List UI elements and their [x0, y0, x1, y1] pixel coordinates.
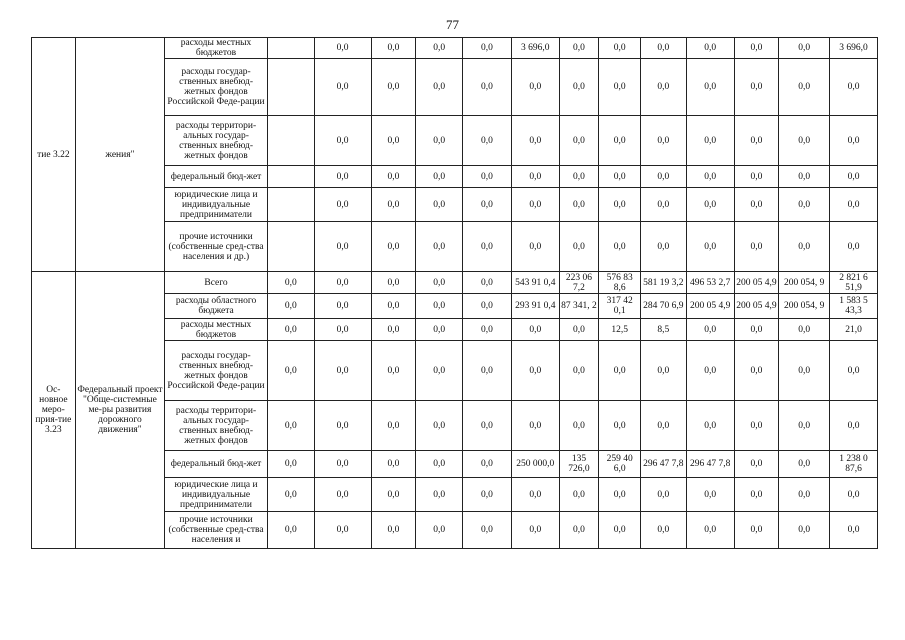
- value-cell: 296 47 7,8: [686, 451, 734, 478]
- table-row: [32, 38, 878, 59]
- value-cell: 1 238 0 87,6: [830, 451, 878, 478]
- empty-cell: [267, 188, 314, 222]
- value-cell: 0,0: [416, 188, 463, 222]
- value-cell: 223 06 7,2: [559, 272, 599, 294]
- value-cell: 0,0: [779, 478, 830, 512]
- value-cell: 296 47 7,8: [640, 451, 686, 478]
- value-cell: 0,0: [371, 512, 416, 549]
- value-cell: 0,0: [314, 116, 371, 166]
- value-cell: 284 70 6,9: [640, 294, 686, 319]
- value-cell: 0,0: [599, 341, 641, 401]
- value-cell: 317 42 0,1: [599, 294, 641, 319]
- value-cell: 250 000,0: [511, 451, 559, 478]
- value-cell: 0,0: [371, 341, 416, 401]
- empty-cell: [267, 222, 314, 272]
- value-cell: 0,0: [314, 188, 371, 222]
- value-cell: 0,0: [559, 188, 599, 222]
- value-cell: 0,0: [640, 188, 686, 222]
- value-cell: 0,0: [830, 188, 878, 222]
- value-cell: 0,0: [830, 478, 878, 512]
- value-cell: 0,0: [416, 319, 463, 341]
- value-cell: 1 583 5 43,3: [830, 294, 878, 319]
- value-cell: 0,0: [511, 319, 559, 341]
- funding-source-cell: Всего: [165, 272, 268, 294]
- value-cell: 0,0: [371, 294, 416, 319]
- value-cell: 0,0: [267, 401, 314, 451]
- value-cell: 0,0: [599, 401, 641, 451]
- value-cell: 0,0: [314, 38, 371, 59]
- value-cell: 0,0: [463, 222, 512, 272]
- funding-source-cell: расходы территори-альных государ-ственных внебюд-жетных фондов: [165, 401, 268, 451]
- value-cell: 0,0: [559, 59, 599, 116]
- funding-source-cell: юридические лица и индивидуальные предприниматели: [165, 188, 268, 222]
- value-cell: 0,0: [640, 222, 686, 272]
- value-cell: 0,0: [267, 341, 314, 401]
- empty-cell: [267, 38, 314, 59]
- value-cell: 200 05 4,9: [734, 272, 779, 294]
- value-cell: 0,0: [463, 166, 512, 188]
- value-cell: 0,0: [559, 116, 599, 166]
- value-cell: 0,0: [734, 59, 779, 116]
- funding-source-cell: расходы областного бюджета: [165, 294, 268, 319]
- value-cell: 0,0: [371, 222, 416, 272]
- value-cell: 0,0: [599, 59, 641, 116]
- value-cell: 0,0: [830, 166, 878, 188]
- value-cell: 3 696,0: [511, 38, 559, 59]
- value-cell: 0,0: [371, 451, 416, 478]
- value-cell: 0,0: [559, 38, 599, 59]
- value-cell: 0,0: [686, 222, 734, 272]
- value-cell: 0,0: [463, 116, 512, 166]
- value-cell: 0,0: [314, 478, 371, 512]
- value-cell: 0,0: [267, 512, 314, 549]
- value-cell: 0,0: [734, 166, 779, 188]
- value-cell: 0,0: [599, 38, 641, 59]
- value-cell: 200 054, 9: [779, 272, 830, 294]
- funding-source-cell: расходы местных бюджетов: [165, 38, 268, 59]
- value-cell: 0,0: [463, 512, 512, 549]
- value-cell: 0,0: [734, 341, 779, 401]
- value-cell: 0,0: [734, 188, 779, 222]
- value-cell: 2 821 6 51,9: [830, 272, 878, 294]
- value-cell: 0,0: [371, 319, 416, 341]
- value-cell: 0,0: [779, 59, 830, 116]
- value-cell: 0,0: [640, 116, 686, 166]
- value-cell: 0,0: [511, 478, 559, 512]
- value-cell: 581 19 3,2: [640, 272, 686, 294]
- value-cell: 0,0: [314, 222, 371, 272]
- value-cell: 0,0: [686, 59, 734, 116]
- value-cell: 0,0: [371, 188, 416, 222]
- value-cell: 0,0: [779, 319, 830, 341]
- value-cell: 0,0: [314, 166, 371, 188]
- value-cell: 0,0: [559, 222, 599, 272]
- value-cell: 0,0: [599, 222, 641, 272]
- value-cell: 0,0: [267, 319, 314, 341]
- funding-source-cell: федеральный бюд-жет: [165, 451, 268, 478]
- value-cell: 0,0: [779, 166, 830, 188]
- value-cell: 0,0: [511, 166, 559, 188]
- value-cell: 0,0: [416, 166, 463, 188]
- value-cell: 0,0: [559, 401, 599, 451]
- value-cell: 0,0: [640, 59, 686, 116]
- value-cell: 0,0: [640, 341, 686, 401]
- value-cell: 0,0: [779, 116, 830, 166]
- value-cell: 0,0: [463, 272, 512, 294]
- empty-cell: [267, 116, 314, 166]
- value-cell: 0,0: [371, 166, 416, 188]
- value-cell: 3 696,0: [830, 38, 878, 59]
- value-cell: 0,0: [463, 341, 512, 401]
- value-cell: 0,0: [371, 401, 416, 451]
- funding-source-cell: юридические лица и индивидуальные предприниматели: [165, 478, 268, 512]
- value-cell: 0,0: [779, 38, 830, 59]
- value-cell: 0,0: [686, 512, 734, 549]
- value-cell: 0,0: [314, 341, 371, 401]
- value-cell: 543 91 0,4: [511, 272, 559, 294]
- value-cell: 200 05 4,9: [686, 294, 734, 319]
- value-cell: 0,0: [640, 401, 686, 451]
- value-cell: 0,0: [371, 478, 416, 512]
- funding-source-cell: прочие источники (собственные сред-ства населения и др.): [165, 222, 268, 272]
- value-cell: 0,0: [734, 512, 779, 549]
- value-cell: 0,0: [779, 451, 830, 478]
- value-cell: 0,0: [559, 319, 599, 341]
- value-cell: 0,0: [511, 116, 559, 166]
- value-cell: 0,0: [416, 512, 463, 549]
- value-cell: 0,0: [686, 478, 734, 512]
- value-cell: 0,0: [599, 478, 641, 512]
- value-cell: 0,0: [734, 401, 779, 451]
- funding-source-cell: расходы государ-ственных внебюд-жетных фондов Российской Феде-рации: [165, 59, 268, 116]
- value-cell: 0,0: [416, 38, 463, 59]
- value-cell: 0,0: [267, 478, 314, 512]
- value-cell: 0,0: [267, 451, 314, 478]
- value-cell: 0,0: [830, 59, 878, 116]
- value-cell: 0,0: [830, 116, 878, 166]
- value-cell: 0,0: [734, 222, 779, 272]
- empty-cell: [267, 59, 314, 116]
- value-cell: 21,0: [830, 319, 878, 341]
- value-cell: 576 83 8,6: [599, 272, 641, 294]
- table-row: [32, 272, 878, 294]
- value-cell: 0,0: [686, 319, 734, 341]
- funding-source-cell: расходы территори-альных государ-ственных внебюд-жетных фондов: [165, 116, 268, 166]
- value-cell: 0,0: [371, 116, 416, 166]
- value-cell: 0,0: [599, 188, 641, 222]
- budget-table: [31, 37, 878, 549]
- value-cell: 0,0: [686, 341, 734, 401]
- value-cell: 0,0: [511, 401, 559, 451]
- event-code-cell: тие 3.22: [32, 38, 76, 272]
- value-cell: 0,0: [779, 401, 830, 451]
- value-cell: 0,0: [314, 319, 371, 341]
- value-cell: 200 05 4,9: [734, 294, 779, 319]
- value-cell: 0,0: [416, 116, 463, 166]
- funding-source-cell: прочие источники (собственные сред-ства населения и: [165, 512, 268, 549]
- value-cell: 135 726,0: [559, 451, 599, 478]
- value-cell: 0,0: [830, 222, 878, 272]
- value-cell: 0,0: [463, 294, 512, 319]
- value-cell: 496 53 2,7: [686, 272, 734, 294]
- value-cell: 200 054, 9: [779, 294, 830, 319]
- value-cell: 0,0: [734, 116, 779, 166]
- value-cell: 293 91 0,4: [511, 294, 559, 319]
- value-cell: 0,0: [779, 188, 830, 222]
- value-cell: 259 40 6,0: [599, 451, 641, 478]
- event-code-cell: Ос-новное меро-прия-тие 3.23: [32, 272, 76, 549]
- value-cell: 0,0: [267, 294, 314, 319]
- value-cell: 0,0: [314, 512, 371, 549]
- value-cell: 0,0: [371, 272, 416, 294]
- value-cell: 0,0: [314, 294, 371, 319]
- value-cell: 0,0: [416, 272, 463, 294]
- value-cell: 0,0: [416, 341, 463, 401]
- value-cell: 0,0: [559, 512, 599, 549]
- value-cell: 8,5: [640, 319, 686, 341]
- value-cell: 0,0: [640, 38, 686, 59]
- value-cell: 0,0: [779, 341, 830, 401]
- value-cell: 0,0: [314, 59, 371, 116]
- value-cell: 0,0: [416, 59, 463, 116]
- value-cell: 0,0: [511, 512, 559, 549]
- funding-source-cell: расходы местных бюджетов: [165, 319, 268, 341]
- value-cell: 0,0: [511, 59, 559, 116]
- value-cell: 0,0: [267, 272, 314, 294]
- value-cell: 0,0: [559, 341, 599, 401]
- value-cell: 0,0: [314, 451, 371, 478]
- value-cell: 0,0: [416, 401, 463, 451]
- value-cell: 0,0: [734, 319, 779, 341]
- value-cell: 0,0: [686, 401, 734, 451]
- value-cell: 0,0: [416, 222, 463, 272]
- value-cell: 0,0: [599, 512, 641, 549]
- value-cell: 0,0: [686, 116, 734, 166]
- value-cell: 0,0: [463, 319, 512, 341]
- value-cell: 0,0: [416, 451, 463, 478]
- value-cell: 0,0: [371, 59, 416, 116]
- value-cell: 0,0: [463, 478, 512, 512]
- value-cell: 0,0: [640, 512, 686, 549]
- value-cell: 0,0: [830, 512, 878, 549]
- page-number: 77: [446, 17, 459, 32]
- value-cell: 0,0: [599, 166, 641, 188]
- value-cell: 0,0: [686, 38, 734, 59]
- value-cell: 0,0: [686, 188, 734, 222]
- value-cell: 0,0: [416, 478, 463, 512]
- value-cell: 0,0: [830, 401, 878, 451]
- event-name-cell: жения": [75, 38, 164, 272]
- value-cell: 0,0: [511, 341, 559, 401]
- value-cell: 0,0: [463, 59, 512, 116]
- funding-source-cell: расходы государ-ственных внебюд-жетных фондов Российской Феде-рации: [165, 341, 268, 401]
- value-cell: 0,0: [463, 401, 512, 451]
- event-name-cell: Федеральный проект "Обще-системные ме-ры развития дорожного движения": [75, 272, 164, 549]
- value-cell: 0,0: [779, 222, 830, 272]
- value-cell: 0,0: [314, 272, 371, 294]
- value-cell: 0,0: [463, 38, 512, 59]
- value-cell: 0,0: [559, 166, 599, 188]
- value-cell: 0,0: [686, 166, 734, 188]
- value-cell: 0,0: [416, 294, 463, 319]
- value-cell: 0,0: [463, 451, 512, 478]
- value-cell: 0,0: [314, 401, 371, 451]
- value-cell: 12,5: [599, 319, 641, 341]
- value-cell: 0,0: [640, 166, 686, 188]
- value-cell: 0,0: [640, 478, 686, 512]
- value-cell: 0,0: [734, 478, 779, 512]
- value-cell: 0,0: [511, 222, 559, 272]
- value-cell: 0,0: [830, 341, 878, 401]
- value-cell: 0,0: [599, 116, 641, 166]
- value-cell: 87 341, 2: [559, 294, 599, 319]
- value-cell: 0,0: [734, 451, 779, 478]
- value-cell: 0,0: [734, 38, 779, 59]
- value-cell: 0,0: [511, 188, 559, 222]
- value-cell: 0,0: [779, 512, 830, 549]
- funding-source-cell: федеральный бюд-жет: [165, 166, 268, 188]
- value-cell: 0,0: [559, 478, 599, 512]
- empty-cell: [267, 166, 314, 188]
- value-cell: 0,0: [463, 188, 512, 222]
- value-cell: 0,0: [371, 38, 416, 59]
